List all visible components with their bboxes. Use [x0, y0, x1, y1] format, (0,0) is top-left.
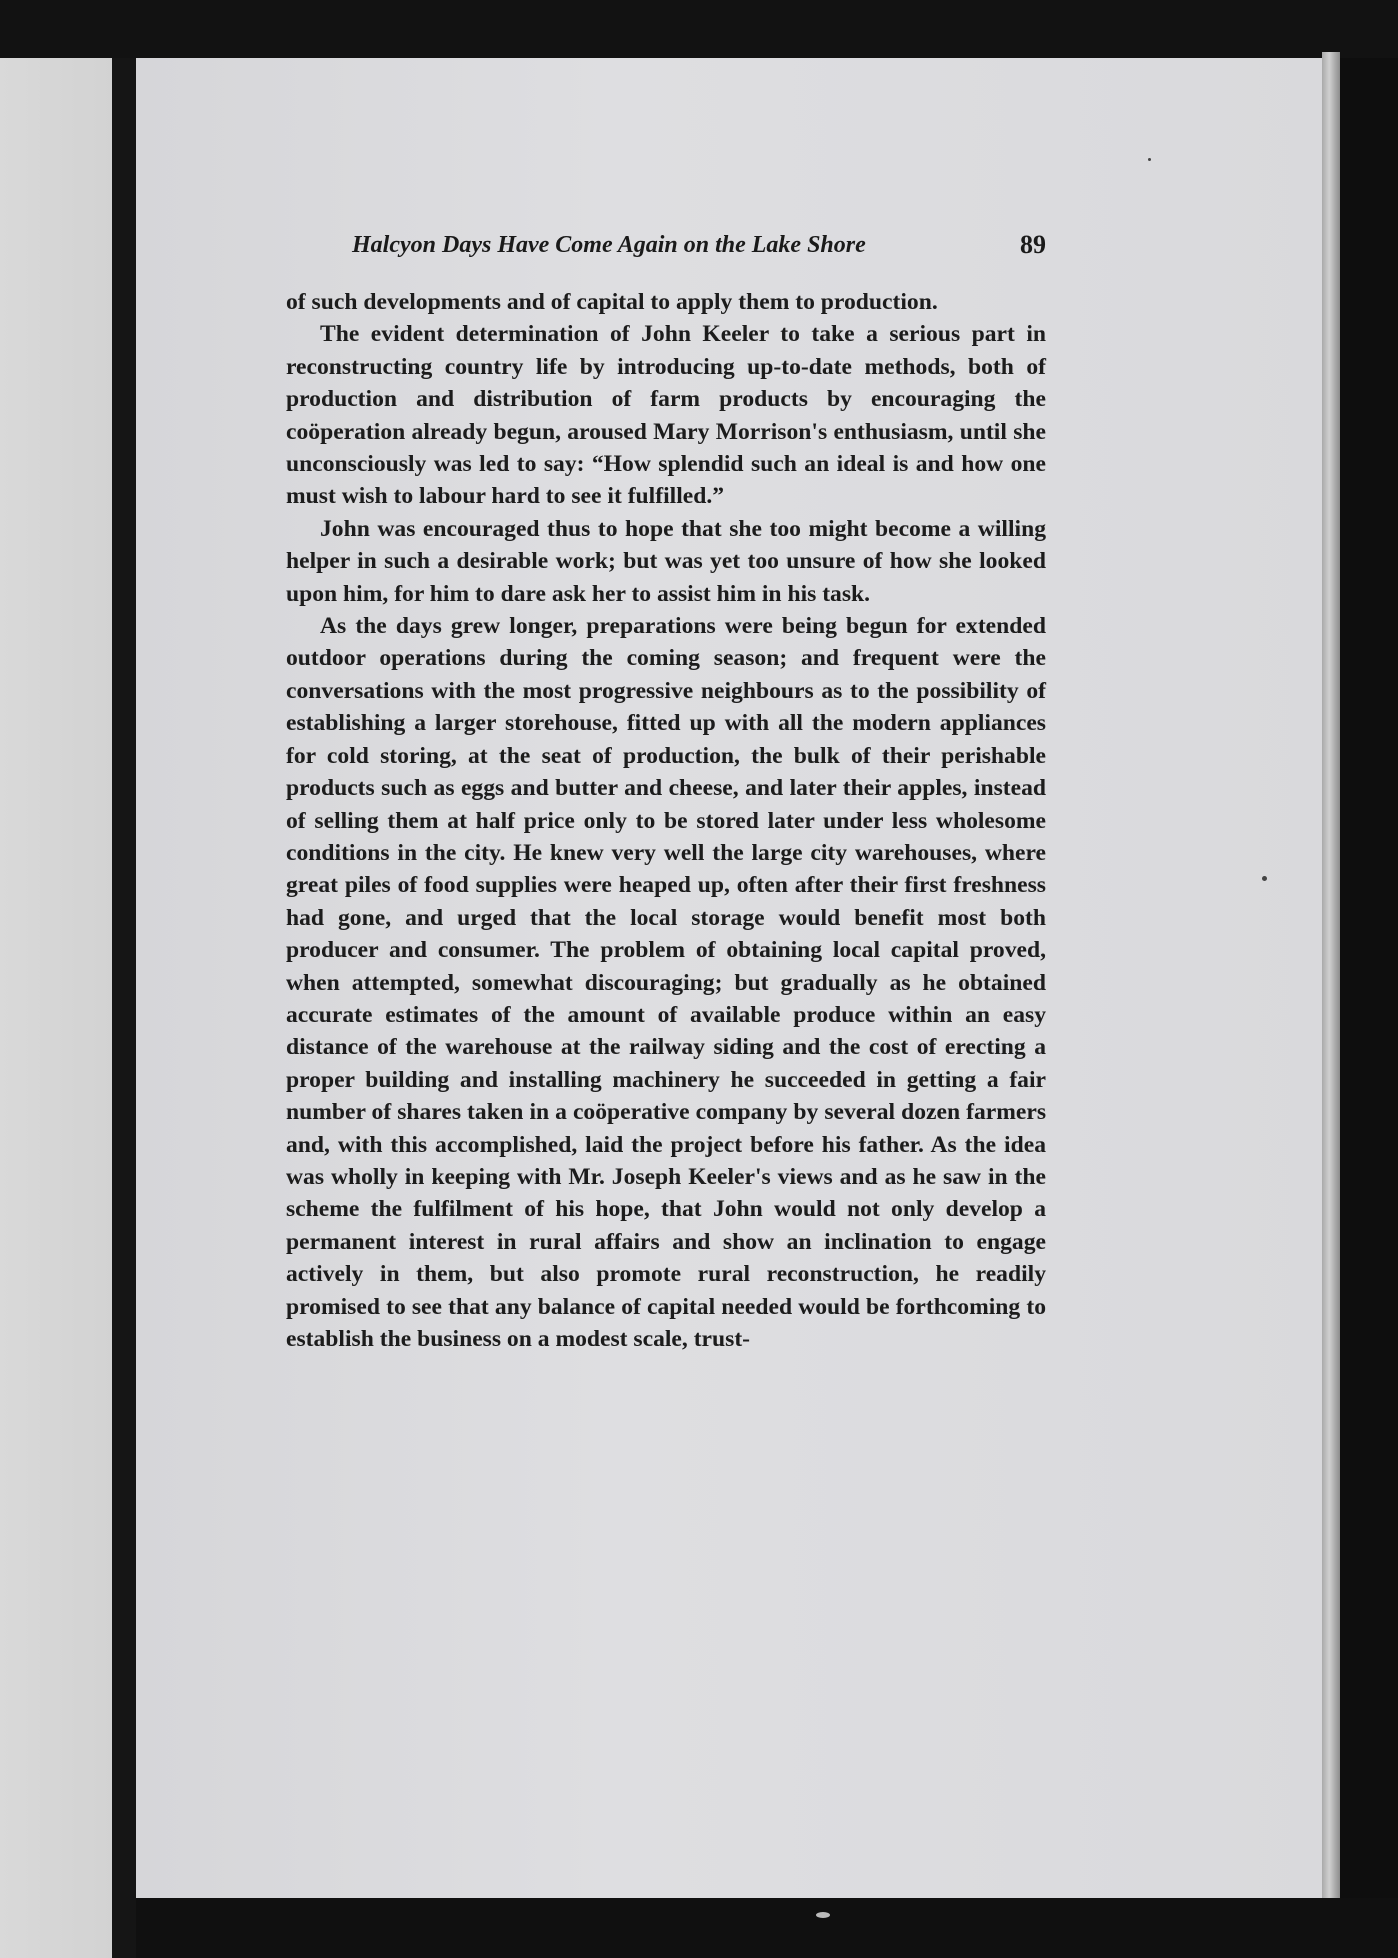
page-stack-edge [1322, 52, 1340, 1908]
paragraph: of such developments and of capital to apply them to production. [286, 289, 938, 315]
body-text [286, 286, 1046, 1355]
paragraph: As the days grew longer, preparations were being begun for extended outdoor operations during the coming season; and frequent were the conversations with the most progressive neighbours as to the possibility of establishing a larger storehouse, fitted up with all the modern appliances for cold storing, at the seat of production, the bulk of their perishable products such as eggs and butter and cheese, and later their apples, instead of selling them at half price only to be stored later under less wholesome conditions in the city. He knew very well the large city warehouses, where great piles of food supplies were heaped up, often after their first freshness had gone, and urged that the local storage would benefit most both producer and consumer. The problem of obtaining local capital proved, when attempted, somewhat discouraging; but gradually as he obtained accurate estimates of the amount of available produce within an easy distance of the warehouse at the railway siding and the cost of erecting a proper building and installing machinery he succeeded in getting a fair number of shares taken in a coöperative company by several dozen farmers and, with this accomplished, laid the project before his father. As the idea was wholly in keeping with Mr. Joseph Keeler's views and as he saw in the scheme the fulfilment of his hope, that John would not only develop a permanent interest in rural affairs and show an inclination to engage actively in them, but also promote rural reconstruction, he readily promised to see that any balance of capital needed would be forthcoming to establish the business on a modest scale, trust- [286, 613, 1046, 1352]
dust-speck [1148, 158, 1151, 161]
facing-page-edge [0, 58, 118, 1958]
paragraph: The evident determination of John Keeler to take a serious part in reconstructing country life by introducing up-to-date methods, both of production and distribution of farm products by encouraging the coöperation already begun, aroused Mary Morrison's enthusiasm, until she unconsciously was led to say: “How splendid such an ideal is and how one must wish to labour hard to see it fulfilled.” [286, 321, 1046, 510]
running-title: Halcyon Days Have Come Again on the Lake Shore [352, 232, 866, 258]
scan-top-border [0, 0, 1398, 58]
running-head [352, 226, 1048, 266]
dust-speck [1262, 876, 1267, 881]
scan-bottom-border [136, 1898, 1398, 1958]
page-number: 89 [1020, 230, 1046, 259]
binding-gutter [112, 58, 136, 1958]
paragraph: John was encouraged thus to hope that she too might become a willing helper in such a desirable work; but was yet too unsure of how she looked upon him, for him to dare ask her to assist him in his task. [286, 515, 1046, 607]
dust-speck [816, 1912, 830, 1918]
scan-right-border [1340, 58, 1398, 1958]
